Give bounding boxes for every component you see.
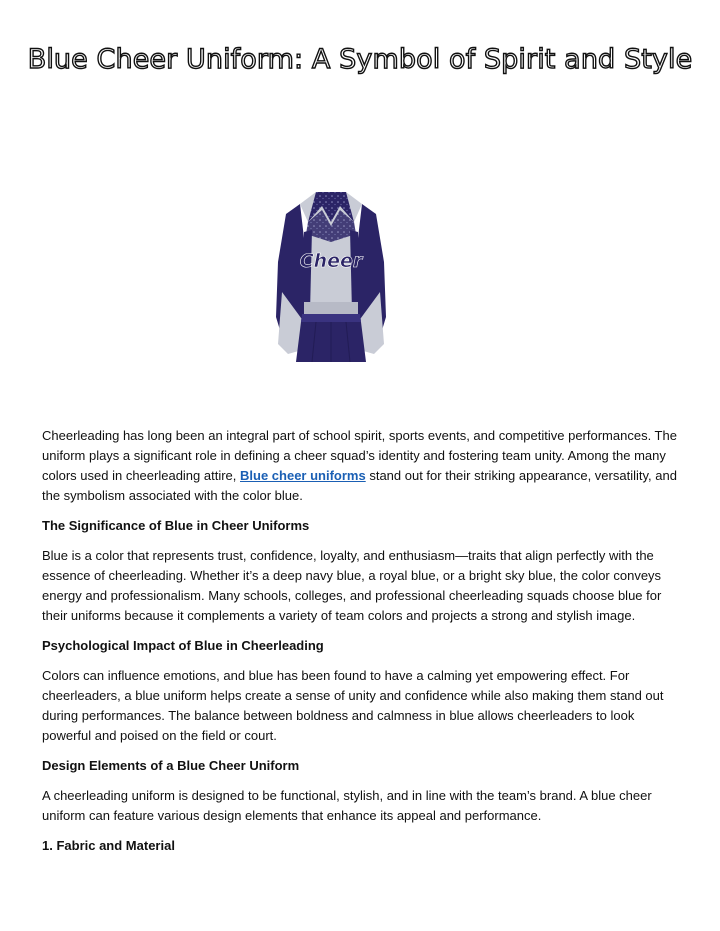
section-body-psychological: Colors can influence emotions, and blue has been found to have a calming yet empowering effect. For cheerleaders, a blue uniform helps create a sense of unity and confidence while also making them stand out during performances. The balance between boldness and calmness in blue allows cheerleaders to look powerful and poised on the field or court. [42,668,664,743]
intro-text-end: stand out for their striking appearance, versatility, and the symbolism associated with the color blue. [42,468,677,503]
cheer-uniform-image [216,122,446,412]
article-body [42,426,682,866]
section-heading-design: Design Elements of a Blue Cheer Uniform [42,758,300,773]
page-title: Blue Cheer Uniform: A Symbol of Spirit and Style [27,44,693,75]
section-heading-psychological: Psychological Impact of Blue in Cheerleading [42,638,324,653]
chest-text: Cheer [299,250,363,272]
subheading-fabric: 1. Fabric and Material [42,838,175,853]
intro-paragraph [42,426,682,506]
section-heading-significance: The Significance of Blue in Cheer Uniforms [42,518,310,533]
section-body-significance: Blue is a color that represents trust, confidence, loyalty, and enthusiasm—traits that align perfectly with the essence of cheerleading. Whether it’s a deep navy blue, a royal blue, or a bright sky blue, the color conveys energy and professionalism. Many schools, colleges, and professional cheerleading squads choose blue for their uniforms because it complements a variety of team colors and projects a strong and stylish image. [42,548,662,623]
blue-cheer-uniforms-link[interactable]: Blue cheer uniforms [240,468,366,483]
intro-text-start: Cheerleading has long been an integral part of school spirit, sports events, and competitive performances. The uniform plays a significant role in defining a cheer squad’s identity and fostering team unity. Among the many colors used in cheerleading attire, [42,428,677,483]
section-body-design: A cheerleading uniform is designed to be functional, stylish, and in line with the team’s brand. A blue cheer uniform can feature various design elements that enhance its appeal and performance. [42,788,652,823]
